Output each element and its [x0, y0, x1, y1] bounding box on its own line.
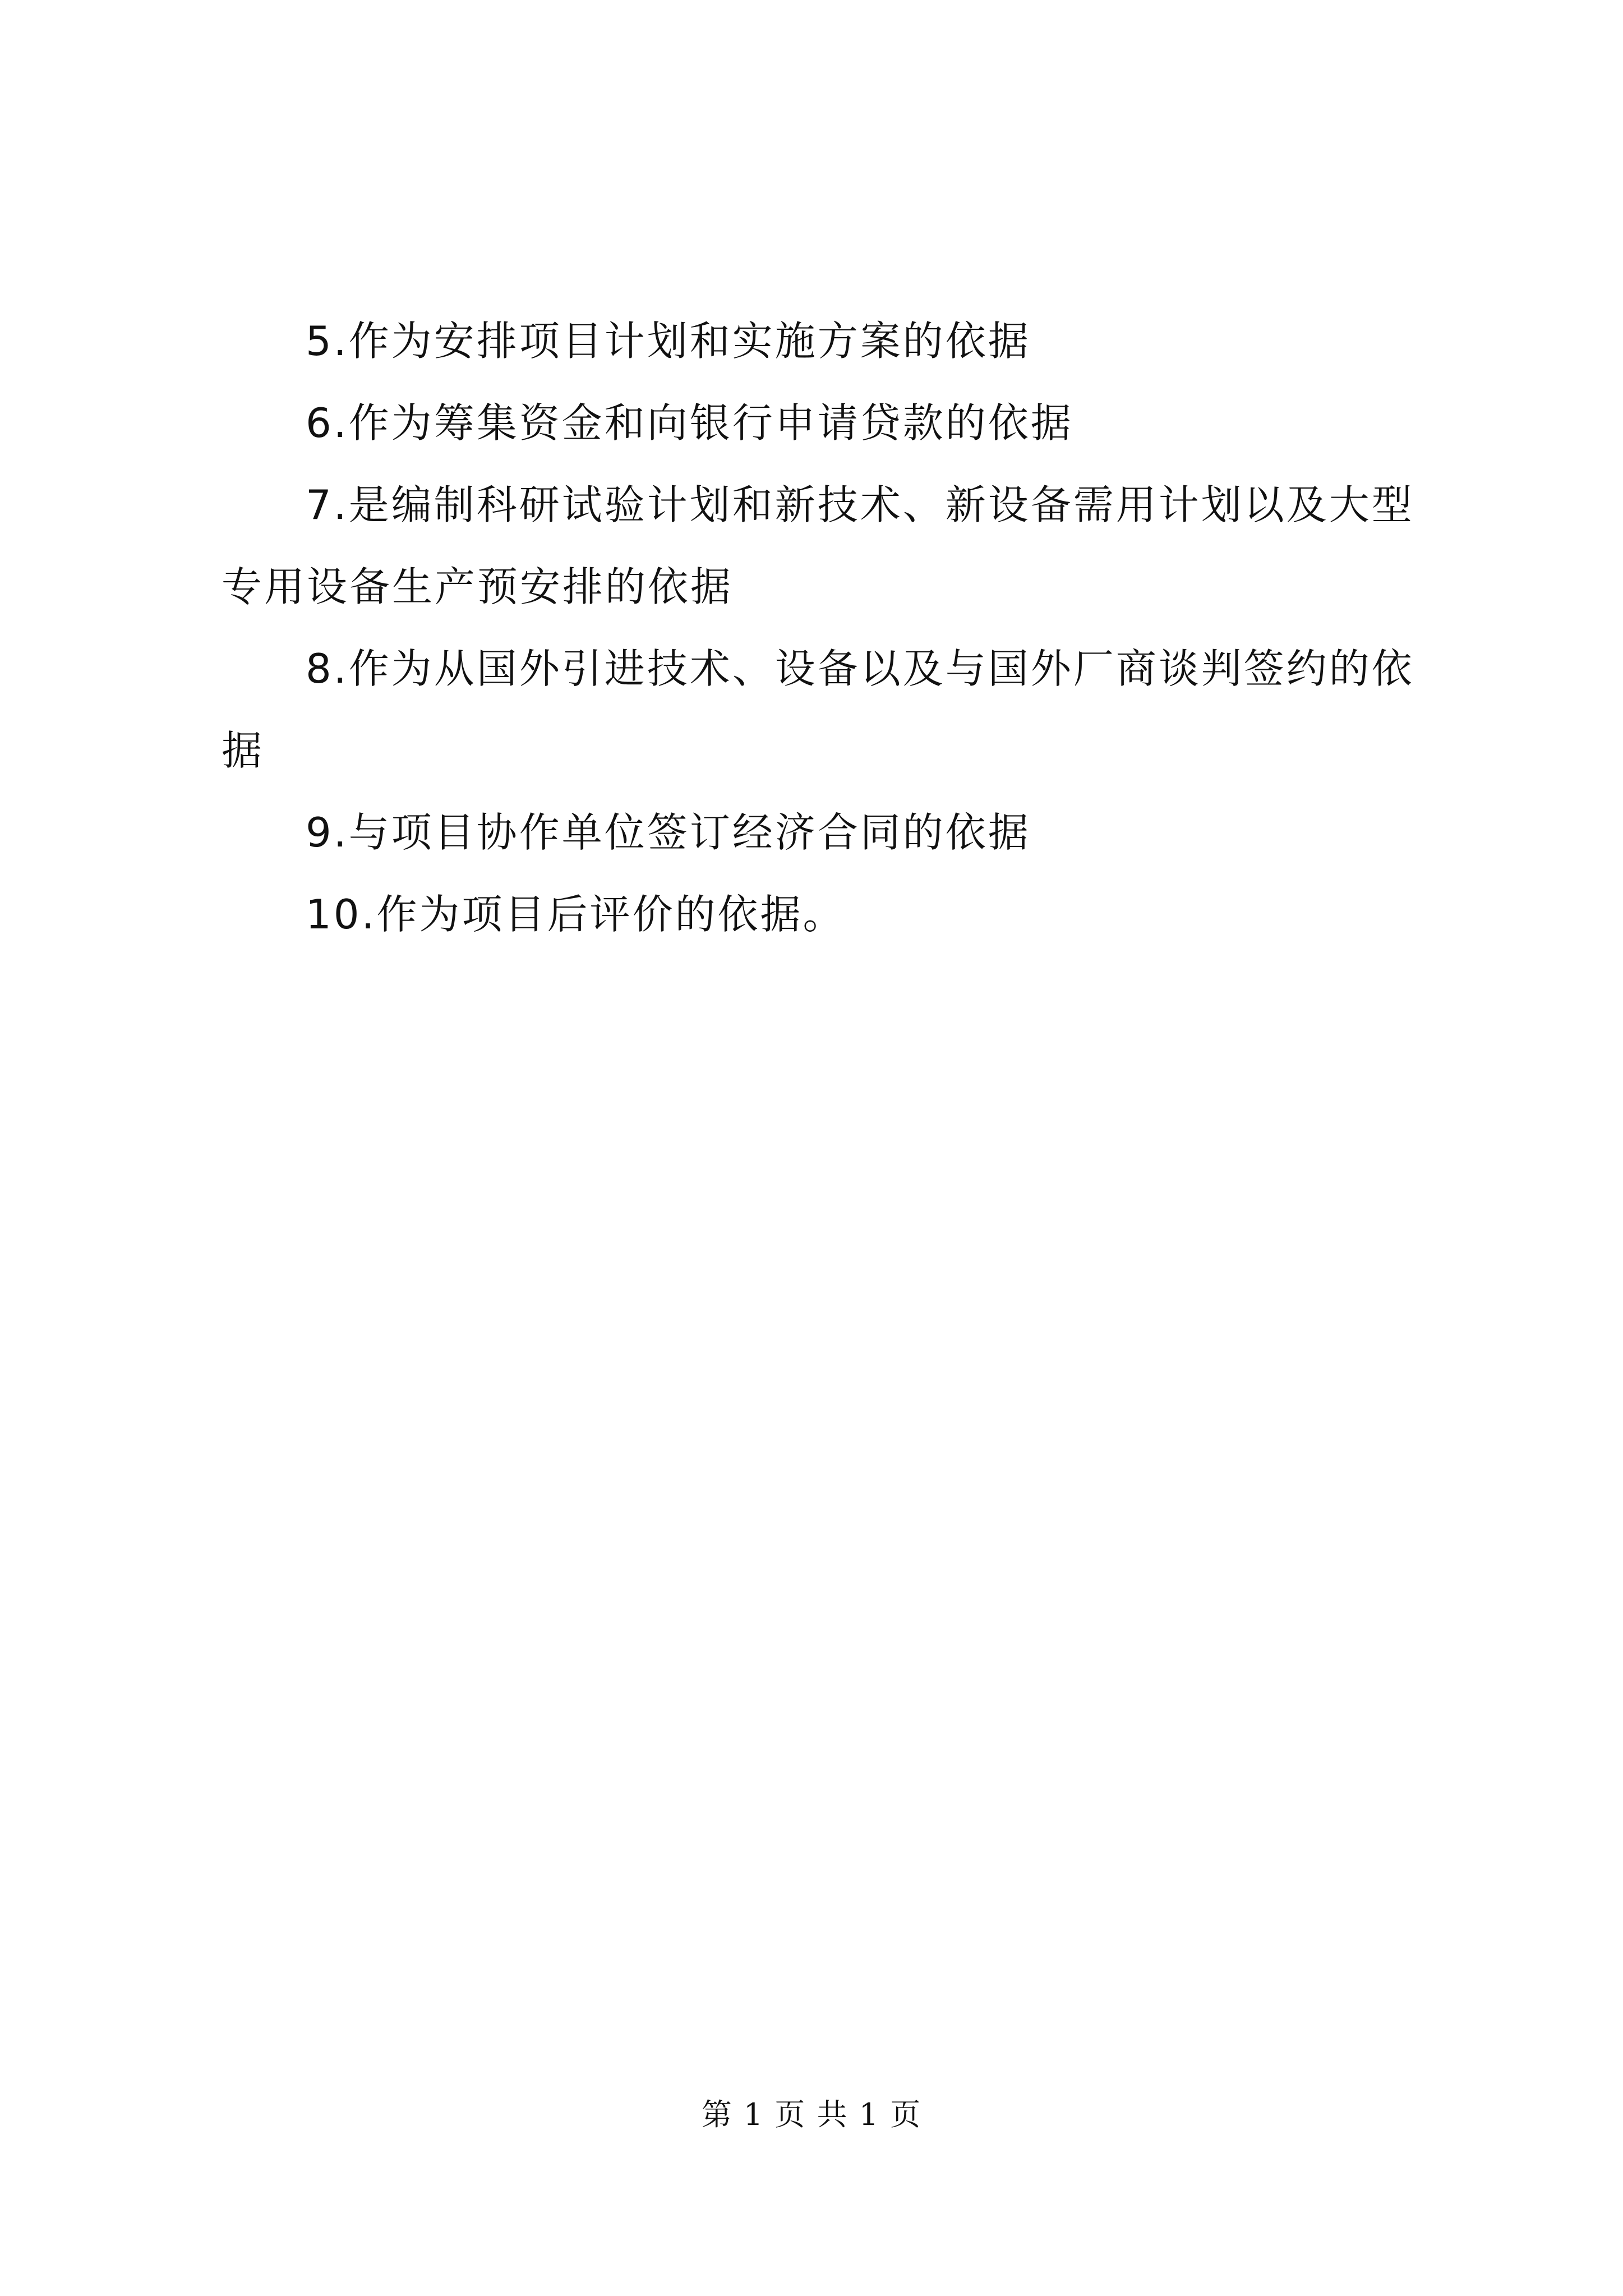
paragraph-item-9: 9.与项目协作单位签订经济合同的依据	[306, 809, 1031, 856]
paragraph-item-5: 5.作为安排项目计划和实施方案的依据	[306, 318, 1031, 365]
document-body	[222, 300, 1427, 955]
paragraph-item-10: 10.作为项目后评价的依据。	[306, 891, 846, 938]
paragraph-item-7: 7.是编制科研试验计划和新技术、新设备需用计划以及大型专用设备生产预安排的依据	[222, 481, 1414, 610]
page-footer: 第 1 页 共 1 页	[701, 2097, 922, 2132]
paragraph-item-6: 6.作为筹集资金和向银行申请贷款的依据	[306, 399, 1073, 447]
paragraph-item-8: 8.作为从国外引进技术、设备以及与国外厂商谈判签约的依据	[222, 645, 1414, 774]
